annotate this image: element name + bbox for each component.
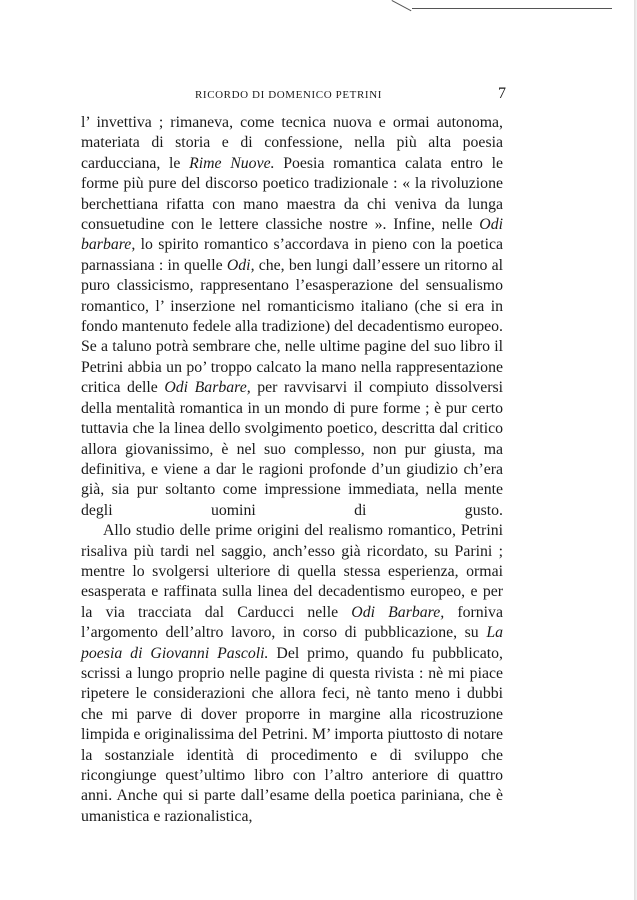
text-run: l’ invettiva ; rimaneva, come tecnica nuova e ormai autonoma, materiata di storia e di confessione, nella più alta poesia carducciana, le [81, 114, 503, 172]
page-number: 7 [498, 85, 506, 102]
italic-title: La poesia di Giovanni Pascoli. [81, 624, 503, 662]
italic-title: Odi Barbare, [351, 603, 445, 621]
italic-title: Rime Nuove. [189, 154, 275, 172]
paragraph-2 [81, 521, 503, 827]
running-header: RICORDO DI DOMENICO PETRINI [195, 89, 383, 101]
italic-title: Odi barbare, [81, 216, 503, 254]
text-run: Poesia romantica calata entro le forme più pure del discorso poetico tradizionale : « la rivoluzione berchettiana rifatta con mano maestra da chi veniva da lunga consuetudine con le lettere classiche nostre ». Infine, nelle [81, 154, 503, 234]
text-run: che, ben lungi dall’essere un ritorno al puro classicismo, rappresentano l’esasperazione del sensualismo romantico, l’ inserzione nel romanticismo italiano (che si era in fondo mantenuto fedele alla tradizione) del decadentismo europeo. Se a taluno potrà sembrare che, nelle ultime pagine del suo libro il Petrini abbia un po’ troppo calcato la mano nella rappresentazione critica delle [81, 256, 503, 397]
text-run: Del primo, quando fu pubblicato, scrissi a lungo proprio nelle pagine di questa rivista : nè mi piace ripetere le considerazioni che allora feci, nè tanto meno i dubbi che mi parve di dover proporre in margine alla ricostruzione limpida e originalissima del Petrini. M’ importa piuttosto di notare la sostanziale identità di procedimento e di sviluppo che ricongiunge quest’ultimo libro con l’altro anteriore di quattro anni. Anche qui si parte dall’esame della poetica pariniana, che è umanistica e razionalistica, [81, 644, 503, 825]
italic-title: Odi Barbare, [164, 379, 251, 397]
text-run: Allo studio delle prime origini del realismo romantico, Petrini risaliva più tardi nel saggio, anch’esso già ricordato, su Parini ; mentre lo svolgersi ulteriore di quella stessa esperienza, ormai esasperata e raffinata sulla linea del decadentismo europeo, e per la via tracciata dal Carducci nelle [81, 522, 503, 621]
scan-line [412, 8, 612, 9]
text-run: lo spirito romantico s’accordava in pieno con la poetica parnassiana : in quelle [81, 236, 503, 274]
text-run: per ravvisarvi il compiuto dissolversi della mentalità romantica in un mondo di pure forme ; è pur certo tuttavia che la linea dello svolgimento poetico, descritta dal critico allora giovanissimo, è nel suo complesso, non pur giusta, ma definitiva, e viene a dar le ragioni profonde d’un giudizio ch’era già, sia pur soltanto come impressione immediata, nella mente degli uomini di gusto. [81, 379, 503, 519]
body-text [81, 113, 503, 827]
paragraph-1 [81, 113, 503, 521]
scan-mark [392, 0, 412, 11]
italic-title: Odi, [226, 256, 255, 274]
text-run: forniva l’argomento dell’altro lavoro, in corso di pubblicazione, su [81, 603, 503, 642]
